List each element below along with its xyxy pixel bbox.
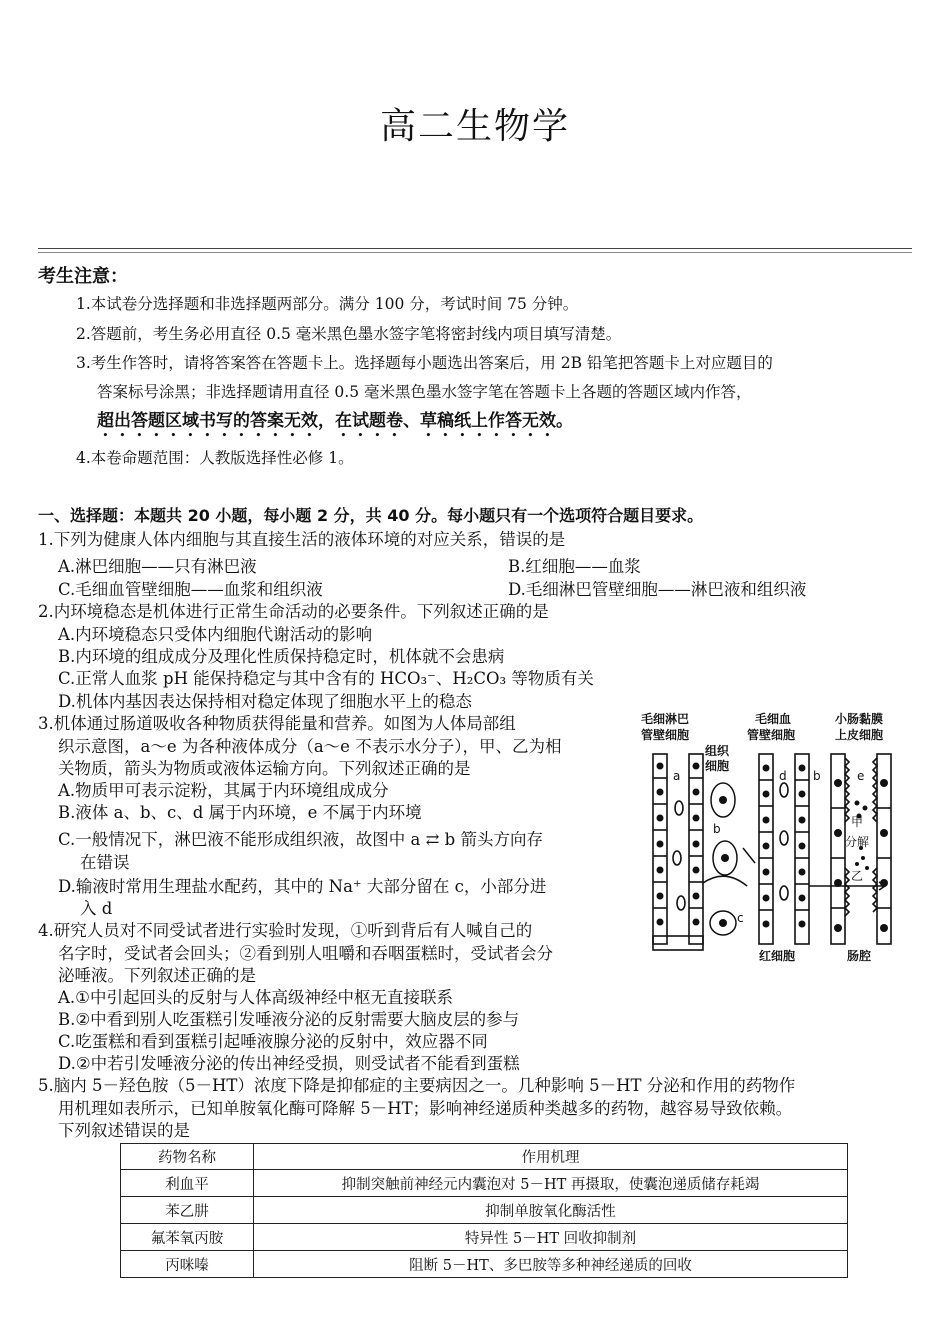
q4-option-c: C.吃蛋糕和看到蛋糕引起唾液腺分泌的反射中，效应器不同: [58, 1032, 488, 1051]
fig-label-tissue-2: 细胞: [705, 759, 730, 773]
q3-option-d-cont: 入 d: [80, 899, 113, 918]
notice-item-3: 3.考生作答时，请将答案答在答题卡上。选择题每小题选出答案后，用 2B 铅笔把答题卡上对应题目的: [76, 354, 773, 372]
tissue-cells: [703, 783, 755, 935]
q1-option-d: D.毛细淋巴管壁细胞——淋巴液和组织液: [508, 580, 807, 599]
page-title: 高二生物学: [379, 106, 570, 147]
fig-letter-c: c: [737, 911, 744, 925]
fig-label-intestine-2: 上皮细胞: [835, 728, 884, 742]
tissue-diagram: [635, 708, 915, 968]
table-header-drug: 药物名称: [121, 1144, 254, 1170]
q3-option-b: B.液体 a、b、c、d 属于内环境，e 不属于内环境: [58, 803, 422, 822]
fig-letter-e: e: [857, 769, 865, 783]
table-cell-mechanism: 阻断 5－HT、多巴胺等多种神经递质的回收: [254, 1251, 848, 1278]
section-heading: 一、选择题：本题共 20 小题，每小题 2 分，共 40 分。每小题只有一个选项符合题目要求。: [38, 506, 704, 525]
notice-heading: 考生注意：: [38, 266, 128, 287]
fig-letter-b: b: [713, 822, 721, 836]
table-cell-mechanism: 抑制单胺氧化酶活性: [254, 1197, 848, 1224]
fig-letter-b2: b: [813, 769, 821, 783]
table-cell-drug: 氟苯氧丙胺: [121, 1224, 254, 1251]
table-row: [121, 1224, 848, 1251]
notice-item-2: 2.答题前，考生务必用直径 0.5 毫米黑色墨水签字笔将密封线内项目填写清楚。: [76, 325, 622, 343]
table-header-mechanism: 作用机理: [254, 1144, 848, 1170]
fig-letter-d: d: [779, 769, 787, 783]
q3-option-a: A.物质甲可表示淀粉，其属于内环境组成成分: [58, 781, 389, 800]
q1-option-a: A.淋巴细胞——只有淋巴液: [58, 557, 257, 576]
table-cell-drug: 利血平: [121, 1170, 254, 1197]
fig-letter-a: a: [673, 769, 681, 783]
fig-label-lymph-1: 毛细淋巴: [641, 712, 690, 726]
q4-option-b: B.②中看到别人吃蛋糕引发唾液分泌的反射需要大脑皮层的参与: [58, 1010, 520, 1029]
header-rule-thin: [38, 252, 912, 253]
q4-stem-line2: 名字时，受试者会回头；②看到别人咀嚼和吞咽蛋糕时，受试者会分: [58, 944, 553, 963]
fig-label-rbc: 红细胞: [759, 949, 796, 963]
fig-label-intestine-1: 小肠黏膜: [835, 712, 884, 726]
fig-label-capillary-2: 管壁细胞: [747, 728, 796, 742]
fig-label-tissue-1: 组织: [705, 744, 730, 758]
table-row: [121, 1251, 848, 1278]
fig-label-yi: 乙: [851, 869, 864, 883]
fig-label-jia: 甲: [851, 815, 864, 829]
table-header-row: [121, 1144, 848, 1170]
intestine-epithelium: [809, 754, 891, 944]
q5-stem-line2: 用机理如表所示，已知单胺氧化酶可降解 5－HT；影响神经递质种类越多的药物，越容易导致依赖。: [58, 1099, 793, 1118]
fig-label-capillary-1: 毛细血: [755, 712, 792, 726]
q2-option-a: A.内环境稳态只受体内细胞代谢活动的影响: [58, 625, 373, 644]
q3-option-d: D.输液时常用生理盐水配药，其中的 Na⁺ 大部分留在 c，小部分进: [58, 877, 547, 896]
q1-option-b: B.红细胞——血浆: [508, 557, 641, 576]
q4-stem-line1: 4.研究人员对不同受试者进行实验时发现，①听到背后有人喊自己的: [38, 921, 533, 940]
q4-option-a: A.①中引起回头的反射与人体高级神经中枢无直接联系: [58, 988, 453, 1007]
table-cell-mechanism: 特异性 5－HT 回收抑制剂: [254, 1224, 848, 1251]
q3-option-c-cont: 在错误: [80, 853, 130, 872]
table-row: [121, 1170, 848, 1197]
q1-stem: 1.下列为健康人体内细胞与其直接生活的液体环境的对应关系，错误的是: [38, 530, 566, 549]
q4-option-d: D.②中若引发唾液分泌的传出神经受损，则受试者不能看到蛋糕: [58, 1054, 520, 1073]
table-cell-drug: 苯乙肼: [121, 1197, 254, 1224]
q5-stem-line3: 下列叙述错误的是: [58, 1121, 190, 1140]
q3-option-c: C.一般情况下，淋巴液不能形成组织液，故图中 a ⇄ b 箭头方向存: [58, 830, 543, 849]
notice-item-3-emphasis: 超出答题区域书写的答案无效，在试题卷、草稿纸上作答无效。: [97, 411, 573, 431]
notice-item-3-cont: 答案标号涂黑；非选择题请用直径 0.5 毫米黑色墨水签字笔在答题卡上各题的答题区域内作答，: [97, 383, 752, 401]
fig-label-fenjie: 分解: [845, 835, 870, 849]
q3-stem-line2: 织示意图，a～e 为各种液体成分（a～e 不表示水分子），甲、乙为相: [58, 737, 562, 756]
q2-option-c: C.正常人血浆 pH 能保持稳定与其中含有的 HCO₃⁻、H₂CO₃ 等物质有关: [58, 669, 594, 688]
fig-label-lumen: 肠腔: [847, 949, 872, 963]
notice-item-1: 1.本试卷分选择题和非选择题两部分。满分 100 分，考试时间 75 分钟。: [76, 295, 579, 313]
table-cell-drug: 丙咪嗪: [121, 1251, 254, 1278]
q2-stem: 2.内环境稳态是机体进行正常生命活动的必要条件。下列叙述正确的是: [38, 602, 549, 621]
q1-option-c: C.毛细血管壁细胞——血浆和组织液: [58, 580, 323, 599]
q3-stem-line1: 3.机体通过肠道吸收各种物质获得能量和营养。如图为人体局部组: [38, 714, 516, 733]
notice-item-4: 4.本卷命题范围：人教版选择性必修 1。: [76, 449, 354, 467]
q2-option-b: B.内环境的组成成分及理化性质保持稳定时，机体就不会患病: [58, 647, 505, 666]
q2-option-d: D.机体内基因表达保持相对稳定体现了细胞水平上的稳态: [58, 692, 472, 711]
q3-stem-line3: 关物质，箭头为物质或液体运输方向。下列叙述正确的是: [58, 759, 471, 778]
table-row: [121, 1197, 848, 1224]
fig-label-lymph-2: 管壁细胞: [641, 728, 690, 742]
drug-table: [120, 1143, 848, 1278]
q5-stem-line1: 5.脑内 5－羟色胺（5－HT）浓度下降是抑郁症的主要病因之一。几种影响 5－HT 分泌和作用的药物作: [38, 1076, 796, 1095]
q4-stem-line3: 泌唾液。下列叙述正确的是: [58, 966, 256, 985]
table-cell-mechanism: 抑制突触前神经元内囊泡对 5－HT 再摄取，使囊泡递质储存耗竭: [254, 1170, 848, 1197]
header-rule: [38, 248, 912, 249]
